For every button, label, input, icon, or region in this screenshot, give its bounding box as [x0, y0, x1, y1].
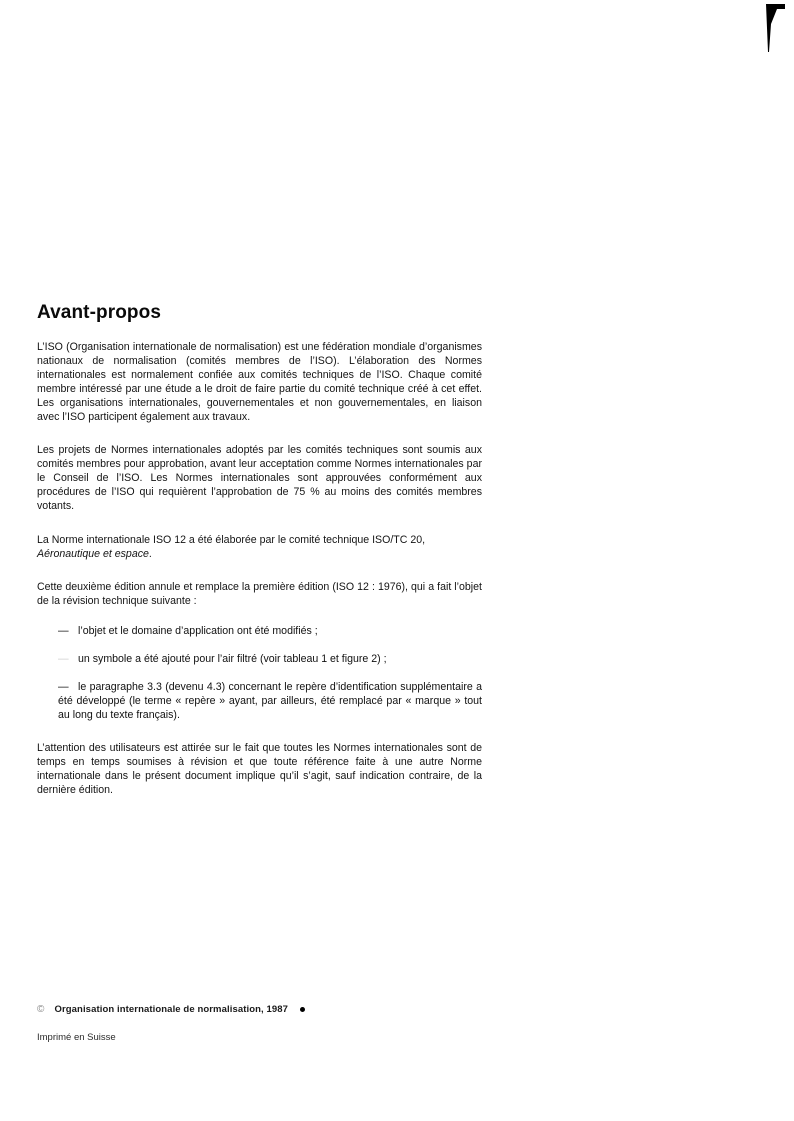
printed-in-label: Imprimé en Suisse	[37, 1032, 116, 1043]
paragraph-edition	[37, 580, 482, 608]
period: .	[148, 548, 152, 561]
paragraph-text: L’ISO (Organisation internationale de normalisation) est une fédération mondiale d’organismes nationaux de normalisation (comités membres de l’ISO). L’élaboration des Normes internationales est normalement confiée aux comités techniques de l’ISO. Chaque comité membre intéressé par une étude a le droit de faire partie du comité technique créé à cet effet. Les organisations internationales, gouvernementales et non gouvernementales, en liaison avec l’ISO participent également aux travaux.	[37, 341, 482, 424]
list-item-text: le paragraphe 3.3 (devenu 4.3) concernant le repère d’identification supplémentaire a été développé (le terme « repère » ayant, par ailleurs, été remplacé par « marque » tout au long du texte français).	[58, 681, 482, 722]
list-item	[58, 652, 482, 666]
corner-crop-mark-icon	[765, 4, 785, 52]
copyright-line	[37, 1004, 305, 1015]
paragraph-revision-notice	[37, 741, 482, 797]
copyright-icon: ©	[37, 1004, 45, 1015]
list-item-text: l’objet et le domaine d’application ont été modifiés ;	[78, 625, 318, 637]
copyright-text: Organisation internationale de normalisation, 1987	[54, 1004, 289, 1015]
list-item	[58, 680, 482, 722]
paragraph-text: Les projets de Normes internationales adoptés par les comités techniques sont soumis aux comités membres pour approbation, avant leur acceptation comme Normes internationales par le Conseil de l’ISO. Les Normes internationales sont approuvées conformément aux procédures de l’ISO qui requièrent l’approbation de 75 % au moins des comités membres votants.	[37, 444, 482, 513]
list-item-text: un symbole a été ajouté pour l’air filtré (voir tableau 1 et figure 2) ;	[78, 653, 387, 665]
dash-bullet-icon: —	[58, 653, 69, 665]
paragraph-text	[37, 533, 482, 561]
bullet-dot-icon	[300, 1007, 305, 1012]
paragraph-iso-intro	[37, 340, 482, 425]
paragraph-text: Cette deuxième édition annule et remplace la première édition (ISO 12 : 1976), qui a fait l’objet de la révision technique suivante :	[37, 581, 482, 608]
dash-bullet-icon: —	[58, 625, 69, 637]
paragraph-approval	[37, 443, 482, 513]
paragraph-committee	[37, 533, 482, 561]
page-title: Avant-propos	[37, 302, 161, 323]
committee-name: Aéronautique et espace	[37, 548, 149, 561]
dash-bullet-icon: —	[58, 681, 69, 693]
paragraph-text: L’attention des utilisateurs est attirée sur le fait que toutes les Normes internationales sont de temps en temps soumises à révision et que toute référence faite à une autre Norme internationale dans le présent document implique qu’il s’agit, sauf indication contraire, de la dernière édition.	[37, 742, 482, 797]
committee-text: La Norme internationale ISO 12 a été élaborée par le comité technique ISO/TC 20,	[37, 534, 426, 546]
list-item	[58, 624, 482, 638]
